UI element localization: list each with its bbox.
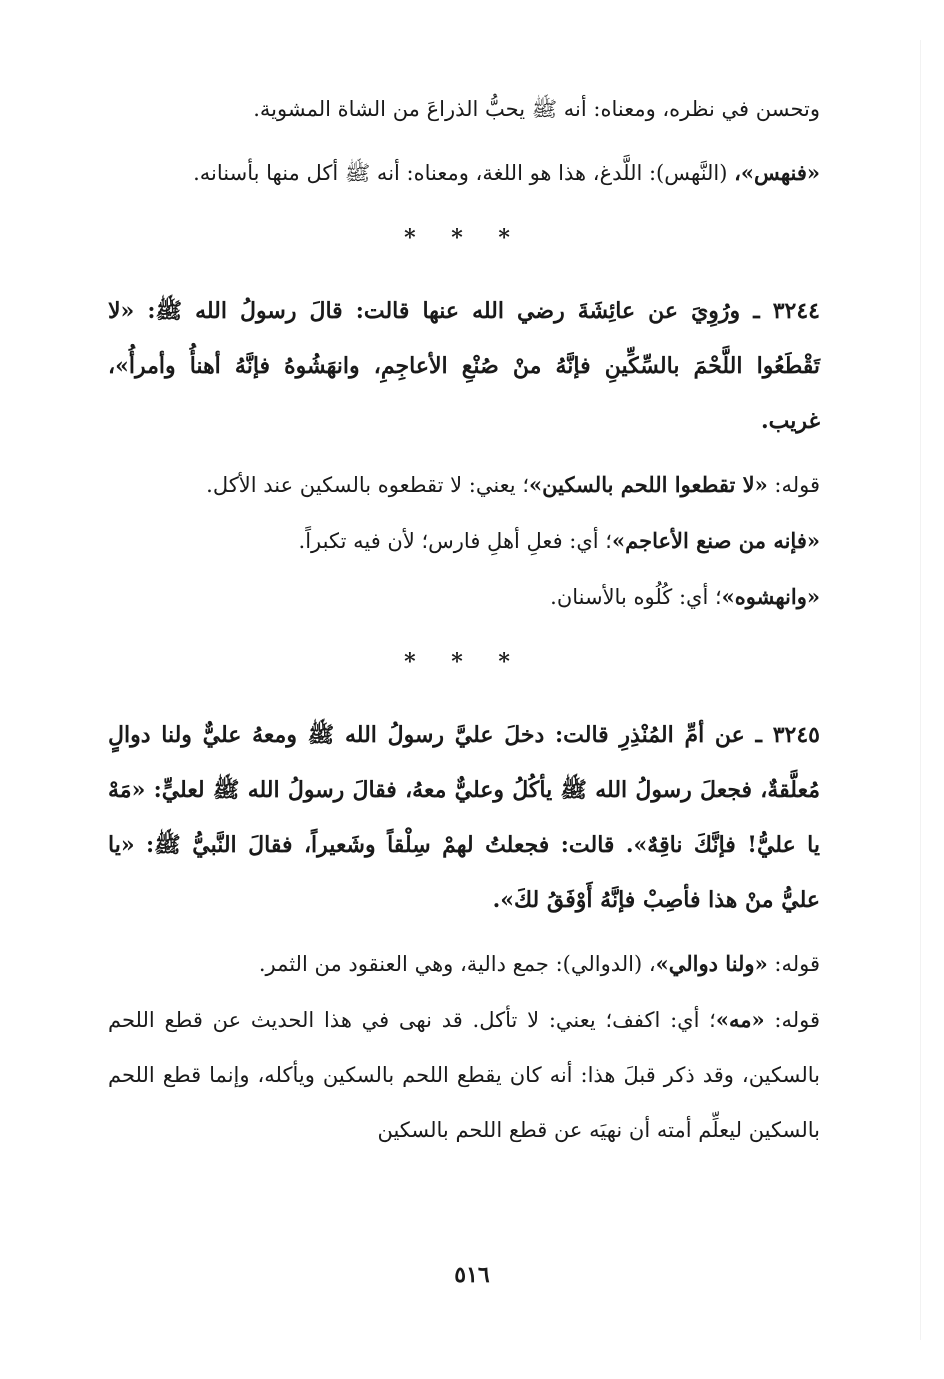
commentary-lead: قوله:: [764, 1008, 820, 1032]
quoted-term: «فإنه من صنع الأعاجم»: [611, 528, 820, 553]
quoted-term: «ولنا دوالي»: [655, 951, 768, 976]
spacer: [108, 449, 820, 457]
paragraph-continuation: وتحسن في نظره، ومعناه: أنه ﷺ يحبُّ الذراعَ من الشاة المشوية.: [253, 97, 820, 121]
section-separator: * * *: [404, 649, 524, 675]
explanation-text: ؛ أي: كُلُوه بالأسنان.: [550, 585, 722, 609]
hadith-3245: ٣٢٤٥ ـ عن أمِّ المُنْذِرِ قالت: دخلَ عليَّ رسولُ الله ﷺ ومعهُ عليٌّ ولنا دوالٍ مُعلَّقةٌ، فجعلَ رسولُ الله ﷺ يأكُلُ وعليٌّ معهُ، فقالَ رسولُ الله ﷺ لعليٍّ: «مَهْ يا عليُّ! فإنَّكَ ناقِهٌ». قالت: فجعلتُ لهمْ سِلْقاً وشَعيراً، فقالَ النَّبيُّ ﷺ: «يا عليُّ منْ هذا فأصِبْ فإنَّهُ أَوْفَقُ لكَ».: [108, 722, 820, 913]
commentary-mah: [108, 992, 820, 1158]
commentary-foreigners: [108, 513, 820, 569]
commentary-lead: قوله:: [767, 473, 820, 497]
quoted-term: «لا تقطعوا اللحم بالسكين»: [529, 472, 768, 497]
explanation-text: ؛ أي: اكفف؛ يعني: لا تأكل. قد نهى في هذا الحديث عن قطع اللحم بالسكين، وقد ذكر قبلَ هذا: أنه كان يقطع اللحم بالسكين ويأكله، وإنما قطع اللحم بالسكين ليعلِّم أمته أن نهيَه عن قطع اللحم بالسكين: [108, 1008, 820, 1142]
paragraph-nahs-explanation: [108, 145, 820, 201]
explanation-text: ؛ يعني: لا تقطعوه بالسكين عند الأكل.: [206, 473, 530, 497]
page-number: ٥١٦: [454, 1262, 490, 1288]
quoted-term: «مه»: [715, 1007, 765, 1032]
quoted-term: «فنهس»،: [734, 160, 820, 185]
section-separator: * * *: [404, 225, 524, 251]
spacer: [108, 928, 820, 936]
commentary-dawali: [108, 936, 820, 992]
commentary-nahs-teeth: [108, 569, 820, 625]
explanation-text: ؛ أي: فعلِ أهلِ فارس؛ لأن فيه تكبراً.: [298, 529, 612, 553]
page-body: [108, 82, 820, 1158]
commentary-no-knife: [108, 457, 820, 513]
spacer: [108, 137, 820, 145]
commentary-lead: قوله:: [767, 952, 820, 976]
explanation-text: ، (الدوالي): جمع دالية، وهي العنقود من الثمر.: [258, 952, 656, 976]
explanation-text: (النَّهس): اللَّدغ، هذا هو اللغة، ومعناه: أنه ﷺ أكل منها بأسنانه.: [193, 161, 735, 185]
page-edge-shadow: [920, 40, 921, 1340]
quoted-term: «وانهشوه»: [721, 584, 820, 609]
hadith-3244: ٣٢٤٤ ـ ورُوِيَ عن عائِشَةَ رضي الله عنها قالت: قالَ رسولُ الله ﷺ: «لا تَقْطَعُوا اللَّحْمَ بالسِّكِّينِ فإنَّهُ منْ صُنْعِ الأعاجِمِ، وانهَشُوهُ فإنَّهُ أهنأُ وأمرأُ»، غريب.: [108, 298, 820, 434]
